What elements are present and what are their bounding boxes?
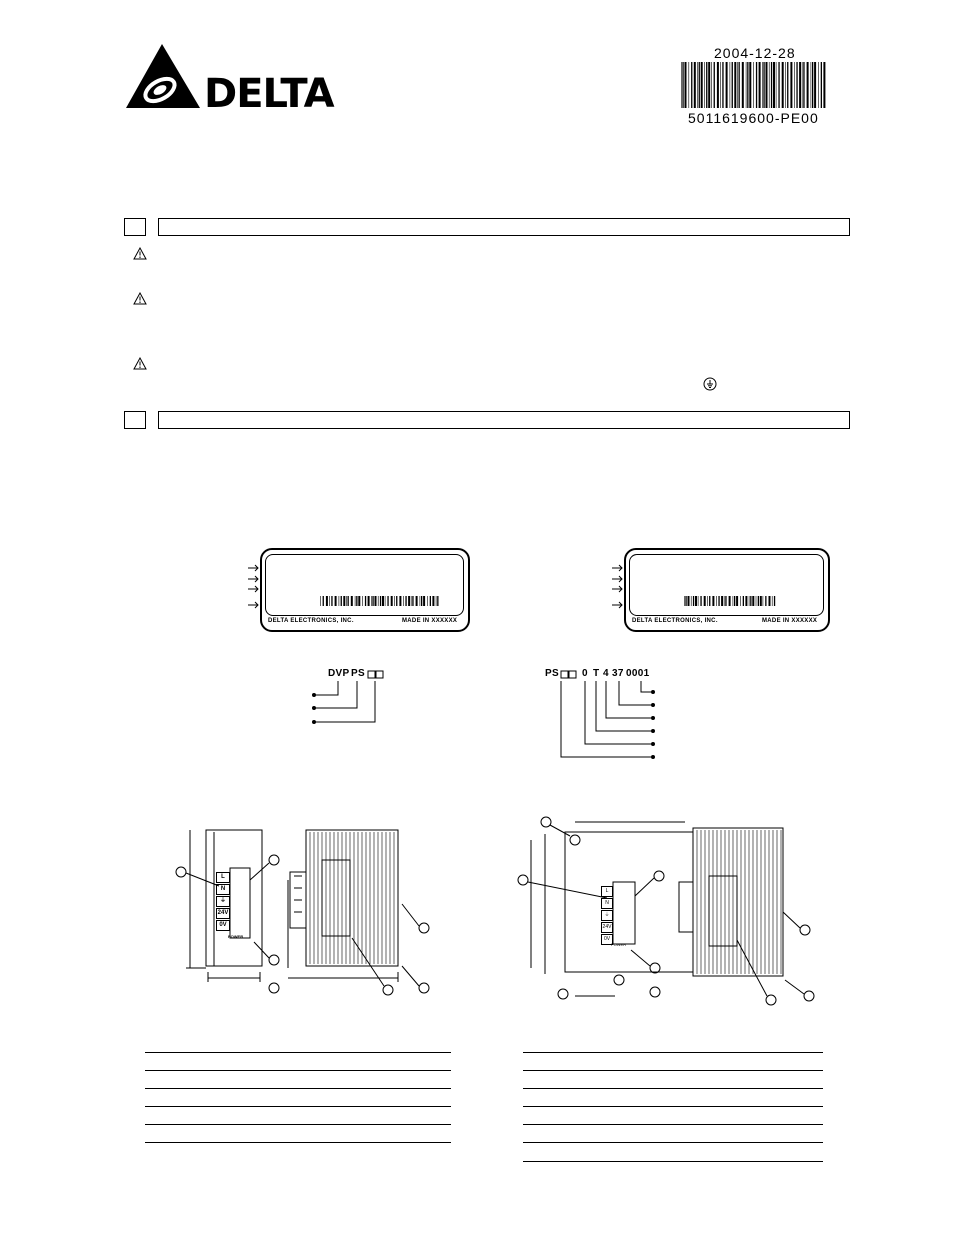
- barcode-bar: [329, 596, 330, 606]
- barcode-bar: [697, 62, 698, 108]
- barcode-bar: [378, 596, 379, 606]
- barcode-bar: [769, 596, 771, 606]
- model-letter: T: [593, 668, 600, 679]
- barcode-bar: [341, 596, 342, 606]
- barcode-bar: [811, 62, 812, 108]
- barcode-bar: [762, 62, 763, 108]
- barcode-bar: [760, 596, 762, 606]
- table-rule: [523, 1124, 823, 1125]
- barcode-bar: [684, 596, 685, 606]
- barcode-bar: [699, 62, 700, 108]
- barcode-bar: [356, 596, 357, 606]
- barcode-bar: [722, 62, 723, 108]
- model-code-left: [305, 668, 405, 728]
- barcode-bar: [403, 596, 404, 606]
- table-rule: [523, 1088, 823, 1089]
- nameplate-barcode: [684, 596, 776, 606]
- barcode-bar: [355, 596, 356, 606]
- table-rule: [523, 1142, 823, 1143]
- barcode-bar: [331, 596, 332, 606]
- barcode-bar: [368, 596, 370, 606]
- document-code: 5011619600-PE00: [688, 110, 819, 126]
- spec-table-right: [523, 1052, 823, 1164]
- table-rule: [145, 1088, 451, 1089]
- barcode-bar: [691, 596, 692, 606]
- model-num1: 4: [603, 668, 609, 679]
- barcode-bar: [749, 596, 750, 606]
- barcode-bar: [365, 596, 366, 606]
- document-date: 2004-12-28: [714, 45, 796, 61]
- barcode: [681, 62, 827, 108]
- barcode-bar: [776, 62, 777, 108]
- barcode-bar: [759, 62, 761, 108]
- terminal-block-right: [601, 886, 613, 945]
- terminal-block-left: [216, 872, 230, 931]
- barcode-bar: [736, 596, 738, 606]
- barcode-bar: [737, 62, 738, 108]
- barcode-bar: [681, 62, 682, 108]
- barcode-bar: [695, 596, 697, 606]
- barcode-bar: [746, 62, 747, 108]
- table-rule: [523, 1070, 823, 1071]
- barcode-bar: [730, 62, 731, 108]
- terminal-24v: 24V: [601, 922, 613, 933]
- table-rule: [145, 1124, 451, 1125]
- table-rule: [145, 1106, 451, 1107]
- nameplate-right: [610, 548, 836, 632]
- product-drawing-right: [515, 812, 815, 1012]
- barcode-bar: [823, 62, 825, 108]
- table-rule: [523, 1052, 823, 1053]
- barcode-bar: [685, 596, 686, 606]
- model-prefix: DVP: [328, 668, 350, 679]
- barcode-bar: [399, 596, 401, 606]
- terminal-n: N: [601, 898, 613, 909]
- barcode-bar: [812, 62, 813, 108]
- spec-table-left: [145, 1052, 451, 1144]
- barcode-bar: [807, 62, 809, 108]
- barcode-bar: [326, 596, 328, 606]
- barcode-bar: [717, 62, 719, 108]
- section-1-number-box: [124, 218, 146, 236]
- barcode-bar: [351, 596, 353, 606]
- nameplate-barcode: [320, 596, 440, 606]
- barcode-bar: [765, 596, 766, 606]
- brand-name: DELTA: [204, 71, 334, 117]
- barcode-bar: [734, 596, 735, 606]
- nameplate-left: [246, 548, 472, 632]
- barcode-bar: [323, 596, 324, 606]
- barcode-bar: [371, 596, 372, 606]
- barcode-bar: [396, 596, 397, 606]
- barcode-bar: [750, 596, 751, 606]
- terminal-24v: 24V: [216, 908, 230, 919]
- barcode-bar: [423, 596, 425, 606]
- barcode-bar: [420, 596, 421, 606]
- barcode-bar: [712, 596, 714, 606]
- model-digit: 0: [582, 668, 588, 679]
- barcode-bar: [756, 596, 757, 606]
- product-drawing-left: [170, 820, 440, 1000]
- barcode-bar: [411, 596, 412, 606]
- barcode-bar: [701, 62, 703, 108]
- barcode-bar: [749, 62, 751, 108]
- barcode-bar: [691, 62, 692, 108]
- barcode-bar: [729, 596, 731, 606]
- barcode-bar: [430, 596, 431, 606]
- barcode-bar: [745, 596, 747, 606]
- barcode-bar: [787, 62, 788, 108]
- barcode-bar: [726, 62, 728, 108]
- label-manufacturer: DELTA ELECTRONICS, INC.: [632, 618, 718, 624]
- terminal-ground: ⏚: [216, 896, 230, 907]
- label-manufacturer: DELTA ELECTRONICS, INC.: [268, 618, 354, 624]
- barcode-bar: [700, 596, 701, 606]
- terminal-n: N: [216, 884, 230, 895]
- barcode-bar: [405, 596, 406, 606]
- barcode-bar: [718, 596, 719, 606]
- barcode-bar: [778, 62, 779, 108]
- delta-logo: [124, 42, 334, 117]
- barcode-bar: [704, 596, 706, 606]
- barcode-bar: [704, 62, 705, 108]
- table-rule: [145, 1052, 451, 1053]
- barcode-bar: [743, 596, 744, 606]
- barcode-bar: [382, 596, 384, 606]
- barcode-bar: [320, 596, 321, 606]
- model-series: PS: [351, 668, 365, 679]
- barcode-bar: [421, 596, 422, 606]
- barcode-bar: [394, 596, 395, 606]
- terminal-l: L: [601, 886, 613, 897]
- barcode-bar: [818, 62, 819, 108]
- barcode-bar: [348, 596, 349, 606]
- barcode-bar: [803, 62, 804, 108]
- section-2-number-box: [124, 411, 146, 429]
- barcode-bar: [380, 596, 381, 606]
- table-rule: [145, 1070, 451, 1071]
- barcode-bar: [821, 62, 822, 108]
- barcode-bar: [343, 596, 345, 606]
- ground-icon: [703, 377, 717, 396]
- barcode-bar: [785, 62, 786, 108]
- barcode-bar: [734, 62, 736, 108]
- barcode-bar: [432, 596, 434, 606]
- barcode-bar: [794, 62, 795, 108]
- barcode-bar: [774, 596, 775, 606]
- barcode-bar: [412, 596, 413, 606]
- barcode-bar: [682, 62, 683, 108]
- barcode-bar: [790, 62, 792, 108]
- barcode-bar: [711, 62, 712, 108]
- barcode-bar: [685, 62, 687, 108]
- barcode-bar: [372, 596, 373, 606]
- terminal-0v: 0V: [216, 920, 230, 931]
- model-serial: 0001: [626, 668, 650, 679]
- barcode-bar: [747, 62, 748, 108]
- barcode-bar: [408, 596, 410, 606]
- barcode-bar: [694, 62, 696, 108]
- barcode-bar: [758, 596, 759, 606]
- table-rule: [523, 1161, 823, 1162]
- barcode-bar: [335, 596, 337, 606]
- model-prefix: PS: [545, 668, 559, 679]
- barcode-bar: [739, 62, 740, 108]
- barcode-bar: [753, 62, 754, 108]
- barcode-bar: [725, 596, 726, 606]
- barcode-bar: [742, 62, 744, 108]
- barcode-bar: [427, 596, 428, 606]
- table-rule: [523, 1106, 823, 1107]
- barcode-bar: [782, 62, 784, 108]
- barcode-bar: [766, 62, 768, 108]
- barcode-bar: [375, 596, 377, 606]
- barcode-bar: [391, 596, 393, 606]
- warning-icon: [133, 247, 147, 265]
- barcode-bar: [716, 596, 717, 606]
- table-rule: [145, 1142, 451, 1143]
- barcode-bar: [436, 596, 437, 606]
- barcode-bar: [416, 596, 418, 606]
- barcode-bar: [720, 62, 721, 108]
- warning-icon: [133, 357, 147, 375]
- power-indicator-label: POWER: [611, 942, 627, 947]
- barcode-bar: [387, 596, 388, 606]
- label-origin: MADE IN XXXXXX: [762, 618, 818, 624]
- barcode-bar: [709, 596, 710, 606]
- section-2-title-bar: [158, 411, 850, 429]
- barcode-bar: [724, 596, 725, 606]
- barcode-bar: [706, 62, 707, 108]
- barcode-bar: [721, 596, 723, 606]
- barcode-bar: [756, 62, 757, 108]
- barcode-bar: [714, 62, 715, 108]
- model-num2: 37: [612, 668, 624, 679]
- barcode-bar: [708, 62, 710, 108]
- barcode-bar: [752, 596, 754, 606]
- barcode-bar: [346, 596, 347, 606]
- label-origin: MADE IN XXXXXX: [402, 618, 458, 624]
- barcode-bar: [799, 62, 801, 108]
- barcode-bar: [814, 62, 816, 108]
- barcode-bar: [796, 62, 797, 108]
- barcode-bar: [339, 596, 340, 606]
- barcode-bar: [772, 596, 773, 606]
- barcode-bar: [358, 596, 360, 606]
- barcode-bar: [732, 62, 733, 108]
- section-1-title-bar: [158, 218, 850, 236]
- barcode-bar: [698, 596, 699, 606]
- barcode-bar: [689, 62, 690, 108]
- barcode-bar: [769, 62, 770, 108]
- barcode-bar: [773, 62, 775, 108]
- barcode-bar: [362, 596, 363, 606]
- terminal-ground: ⏚: [601, 910, 613, 921]
- model-code-right: [543, 668, 663, 764]
- warning-icon: [133, 292, 147, 310]
- power-indicator-label: POWER: [228, 934, 244, 939]
- barcode-bar: [437, 596, 438, 606]
- terminal-l: L: [216, 872, 230, 883]
- barcode-bar: [740, 596, 741, 606]
- barcode-bar: [763, 596, 764, 606]
- barcode-bar: [688, 596, 690, 606]
- barcode-bar: [802, 62, 803, 108]
- barcode-bar: [733, 596, 734, 606]
- barcode-bar: [707, 596, 708, 606]
- barcode-bar: [693, 596, 694, 606]
- barcode-bar: [385, 596, 386, 606]
- terminal-0v: 0V: [601, 934, 613, 945]
- barcode-bar: [763, 62, 764, 108]
- barcode-bar: [771, 62, 772, 108]
